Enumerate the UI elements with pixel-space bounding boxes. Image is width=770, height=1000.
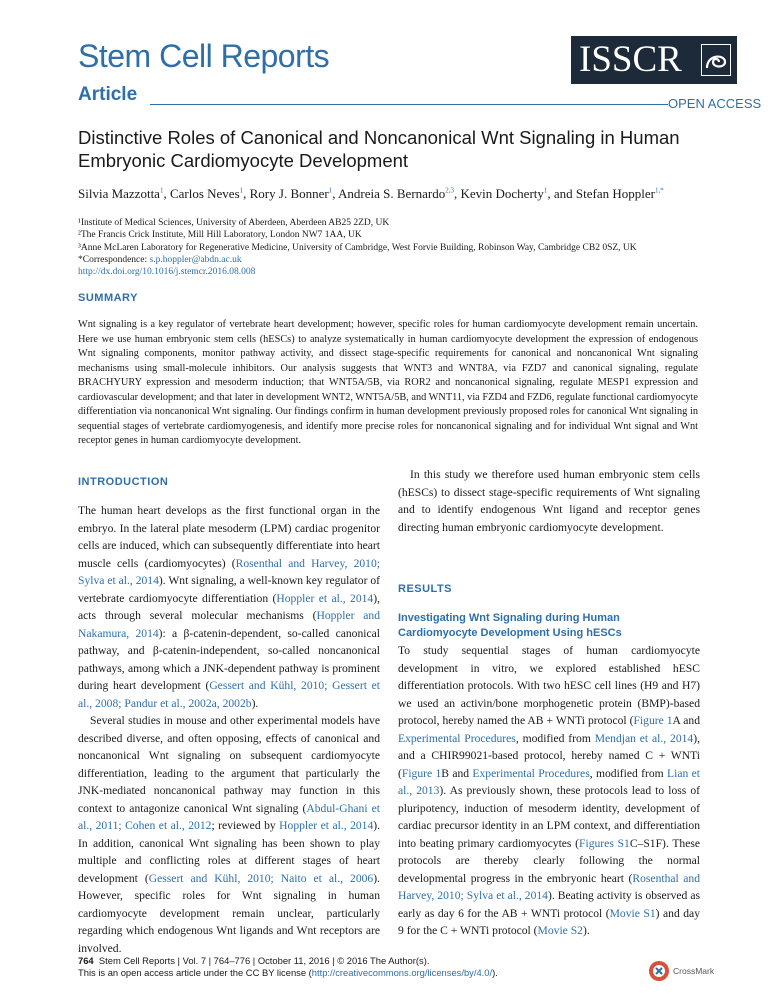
text-run: ), acts through several molecular mechanisms ( (78, 591, 380, 622)
correspondence-email-link[interactable]: s.p.hoppler@abdn.ac.uk (149, 254, 242, 265)
header-rule (150, 104, 668, 105)
text-run: ) and day 9 for the C + WNTi protocol ( (398, 906, 700, 937)
reference-link[interactable]: Hoppler et al., 2014 (276, 591, 374, 605)
footer-citation: Stem Cell Reports | Vol. 7 | 764–776 | October 11, 2016 | © 2016 The Author(s). (98, 955, 430, 966)
text-run: ): a β-catenin-dependent, so-called canonical pathway, and β-catenin-independent, so-called noncanonical pathways, among which a JNK-dependent pathway is prominent during heart development ( (78, 626, 380, 692)
reference-link[interactable]: Movie S1 (609, 906, 656, 920)
reference-link[interactable]: Gessert and Kühl, 2010; Naito et al., 2006 (148, 871, 374, 885)
text-run: A and (672, 714, 700, 727)
author-name: Carlos Neves (169, 186, 240, 201)
crossmark-label: CrossMark (673, 966, 715, 976)
reference-link[interactable]: Rosenthal and Harvey, 2010; Sylva et al., 2014 (78, 556, 380, 587)
reference-link[interactable]: Figure 1 (633, 714, 673, 727)
affiliation-marker[interactable]: 1 (239, 186, 244, 195)
intro-paragraph-2 (78, 712, 380, 957)
text-run: ). Wnt signaling, a well-known key regulator of vertebrate cardiomyocyte differentiation ( (78, 574, 380, 605)
author-separator: , (332, 186, 339, 201)
text-run: , modified from (589, 766, 668, 780)
author-list (78, 184, 708, 203)
reference-link[interactable]: Movie S2 (537, 924, 583, 937)
affiliation-marker[interactable]: 1,* (654, 186, 664, 195)
doi-link[interactable]: http://dx.doi.org/10.1016/j.stemcr.2016.08.008 (78, 267, 256, 278)
text-run: B and (441, 766, 473, 780)
affiliation-marker[interactable]: 1 (328, 186, 333, 195)
isscr-emblem-icon (701, 44, 731, 76)
text-run: ). (251, 696, 259, 710)
isscr-logo[interactable] (571, 36, 737, 84)
footer-license-line (78, 967, 638, 979)
text-run: To study sequential stages of human cardiomyocyte development in vitro, we explored established hESC differentiation protocols. With two hESC cell lines (H9 and H7) we used an activin/bone morphogenetic protein (BMP)-based protocol, hereby named the AB + WNTi protocol ( (398, 644, 700, 727)
results-body (398, 642, 700, 940)
correspondence (78, 254, 738, 266)
summary-text: Wnt signaling is a key regulator of vertebrate heart development; however, specific roles for human cardiomyocyte development remain uncertain. Here we use human embryonic stem cells (hESCs) to analyze systematically in human cardiomyocyte development the expression of endogenous Wnt signaling components, monitor pathway activity, and dissect stage-specific requirements for canonical and noncanonical Wnt signaling mechanisms using small-molecule inhibitors. Our analysis suggests that WNT3 and WNT8A, via FZD7 and canonical signaling, regulate BRACHYURY expression and mesoderm induction; that WNT5A/5B, via ROR2 and noncanonical signaling, regulate MESP1 expression and cardiovascular development; and that later in development WNT2, WNT5A/5B, and WNT11, via FZD4 and FZD6, regulate functional cardiomyocyte differentiation via noncanonical Wnt signaling. Our findings confirm in human development previously proposed roles for canonical Wnt signaling in sequential stages of vertebrate cardiomyogenesis, and identify more precise roles for noncanonical signaling and for individual Wnt signal and Wnt receptor genes in human cardiomyocyte development. (78, 319, 698, 446)
intro-paragraph-3: In this study we therefore used human embryonic stem cells (hESCs) to dissect stage-specific requirements of Wnt signaling and to identify endogenous Wnt ligand and receptor genes directing human embryonic cardiomyocyte development. (398, 468, 700, 534)
author-separator: , (243, 186, 250, 201)
page-number: 764 (78, 955, 94, 966)
affiliation-1: ¹Institute of Medical Sciences, University of Aberdeen, Aberdeen AB25 2ZD, UK (78, 218, 390, 228)
text-run: C–S1F). These protocols are thereby clearly following the normal developmental progress in the embryonic heart ( (398, 836, 700, 885)
text-run: ), and a CHIR99021-based protocol, hereby named C + WNTi ( (398, 731, 700, 780)
author-separator: , (547, 186, 554, 201)
author-separator: , (163, 186, 170, 201)
text-run: The human heart develops as the first functional organ in the embryo. In the lateral plate mesoderm (LPM) cardiac progenitor cells are induced, which can subsequently differentiate into heart muscle cells (cardiomyocytes) ( (78, 504, 380, 570)
text-run: ). Beating activity is observed as early as day 6 for the AB + WNTi protocol ( (398, 889, 700, 920)
page-footer (78, 955, 638, 979)
introduction-body (78, 502, 380, 957)
text-run: ). As previously shown, these protocols lead to loss of pluripotency, induction of mesoderm identity, development of cardiac precursor identity in an LPM context, and differentiation into beating primary cardiomyocytes ( (398, 784, 700, 850)
license-suffix: ). (492, 967, 498, 978)
author-name: Andreia S. Bernardo (338, 186, 446, 201)
open-access-label: OPEN ACCESS (668, 96, 762, 111)
reference-link[interactable]: Lian et al., 2013 (398, 766, 700, 797)
reference-link[interactable]: Hoppler et al., 2014 (279, 819, 374, 832)
affiliations (78, 217, 738, 278)
author-name: Silvia Mazzotta (78, 186, 160, 201)
text-run: ; reviewed by (211, 819, 280, 832)
affiliation-marker[interactable]: 1 (159, 186, 164, 195)
author-name: Kevin Docherty (460, 186, 544, 201)
affiliation-2: ²The Francis Crick Institute, Mill Hill Laboratory, London NW7 1AA, UK (78, 230, 362, 241)
intro-paragraph-1 (78, 502, 380, 712)
author-separator: , (454, 186, 461, 201)
journal-title: Stem Cell Reports (78, 38, 330, 74)
results-subheading: Investigating Wnt Signaling during Human Cardiomyocyte Development Using hESCs (398, 612, 622, 639)
affiliation-marker[interactable]: 1 (543, 186, 548, 195)
affiliation-marker[interactable]: 2,3 (445, 186, 454, 195)
text-run: ). However, specific roles for Wnt signaling in human cardiomyocyte development remain unclear, particularly regarding which endogenous Wnt ligands and Wnt receptors are involved. (78, 871, 380, 955)
results-heading: RESULTS (398, 583, 453, 595)
text-run: Several studies in mouse and other experimental models have described diverse, and often opposing, effects of canonical and noncanonical Wnt signaling on subsequent cardiomyocyte differentiation, leading to the argument that particularly the JNK-mediated noncanonical pathway may function in this context to antagonize canonical Wnt signaling ( (78, 714, 380, 815)
text-run: ). In addition, canonical Wnt signaling has been shown to play multiple and conflicting roles at different stages of heart development ( (78, 819, 381, 885)
license-link[interactable]: http://creativecommons.org/licenses/by/4.0/ (311, 967, 493, 978)
footer-citation-line (78, 955, 638, 967)
reference-link[interactable]: Gessert and Kühl, 2010; Gessert et al., 2008; Pandur et al., 2002a, 2002b (78, 679, 380, 710)
introduction-continued (398, 466, 700, 536)
crossmark-badge[interactable] (648, 958, 718, 986)
reference-link[interactable]: Experimental Procedures (472, 766, 590, 780)
author-name: Rory J. Bonner (249, 186, 329, 201)
results-paragraph-1 (398, 642, 700, 940)
isscr-logo-text: ISSCR (579, 39, 682, 80)
reference-link[interactable]: Mendjan et al., 2014 (594, 731, 694, 745)
introduction-heading: INTRODUCTION (78, 476, 169, 488)
reference-link[interactable]: Experimental Procedures (398, 731, 516, 745)
license-prefix: This is an open access article under the CC BY license ( (78, 967, 312, 978)
article-title: Distinctive Roles of Canonical and Noncanonical Wnt Signaling in Human Embryonic Cardiomyocyte Development (78, 127, 680, 171)
reference-link[interactable]: Rosenthal and Harvey, 2010; Sylva et al., 2014 (398, 871, 700, 902)
affiliation-3: ³Anne McLaren Laboratory for Regenerative Medicine, University of Cambridge, West Forvie Building, Robinson Way, Cambridge CB2 0SZ, UK (78, 242, 637, 253)
author-name: and Stefan Hoppler (553, 186, 655, 201)
summary-heading: SUMMARY (78, 292, 138, 304)
text-run: ). (582, 924, 590, 937)
reference-link[interactable]: Abdul-Ghani et al., 2011; Cohen et al., 2012 (78, 801, 380, 832)
article-type: Article (78, 84, 138, 105)
reference-link[interactable]: Hoppler and Nakamura, 2014 (78, 609, 381, 640)
correspondence-label: *Correspondence: (78, 254, 148, 265)
reference-link[interactable]: Figure 1 (401, 766, 442, 780)
crossmark-icon (648, 960, 670, 982)
text-run: , modified from (515, 731, 595, 745)
reference-link[interactable]: Figures S1 (579, 836, 630, 850)
